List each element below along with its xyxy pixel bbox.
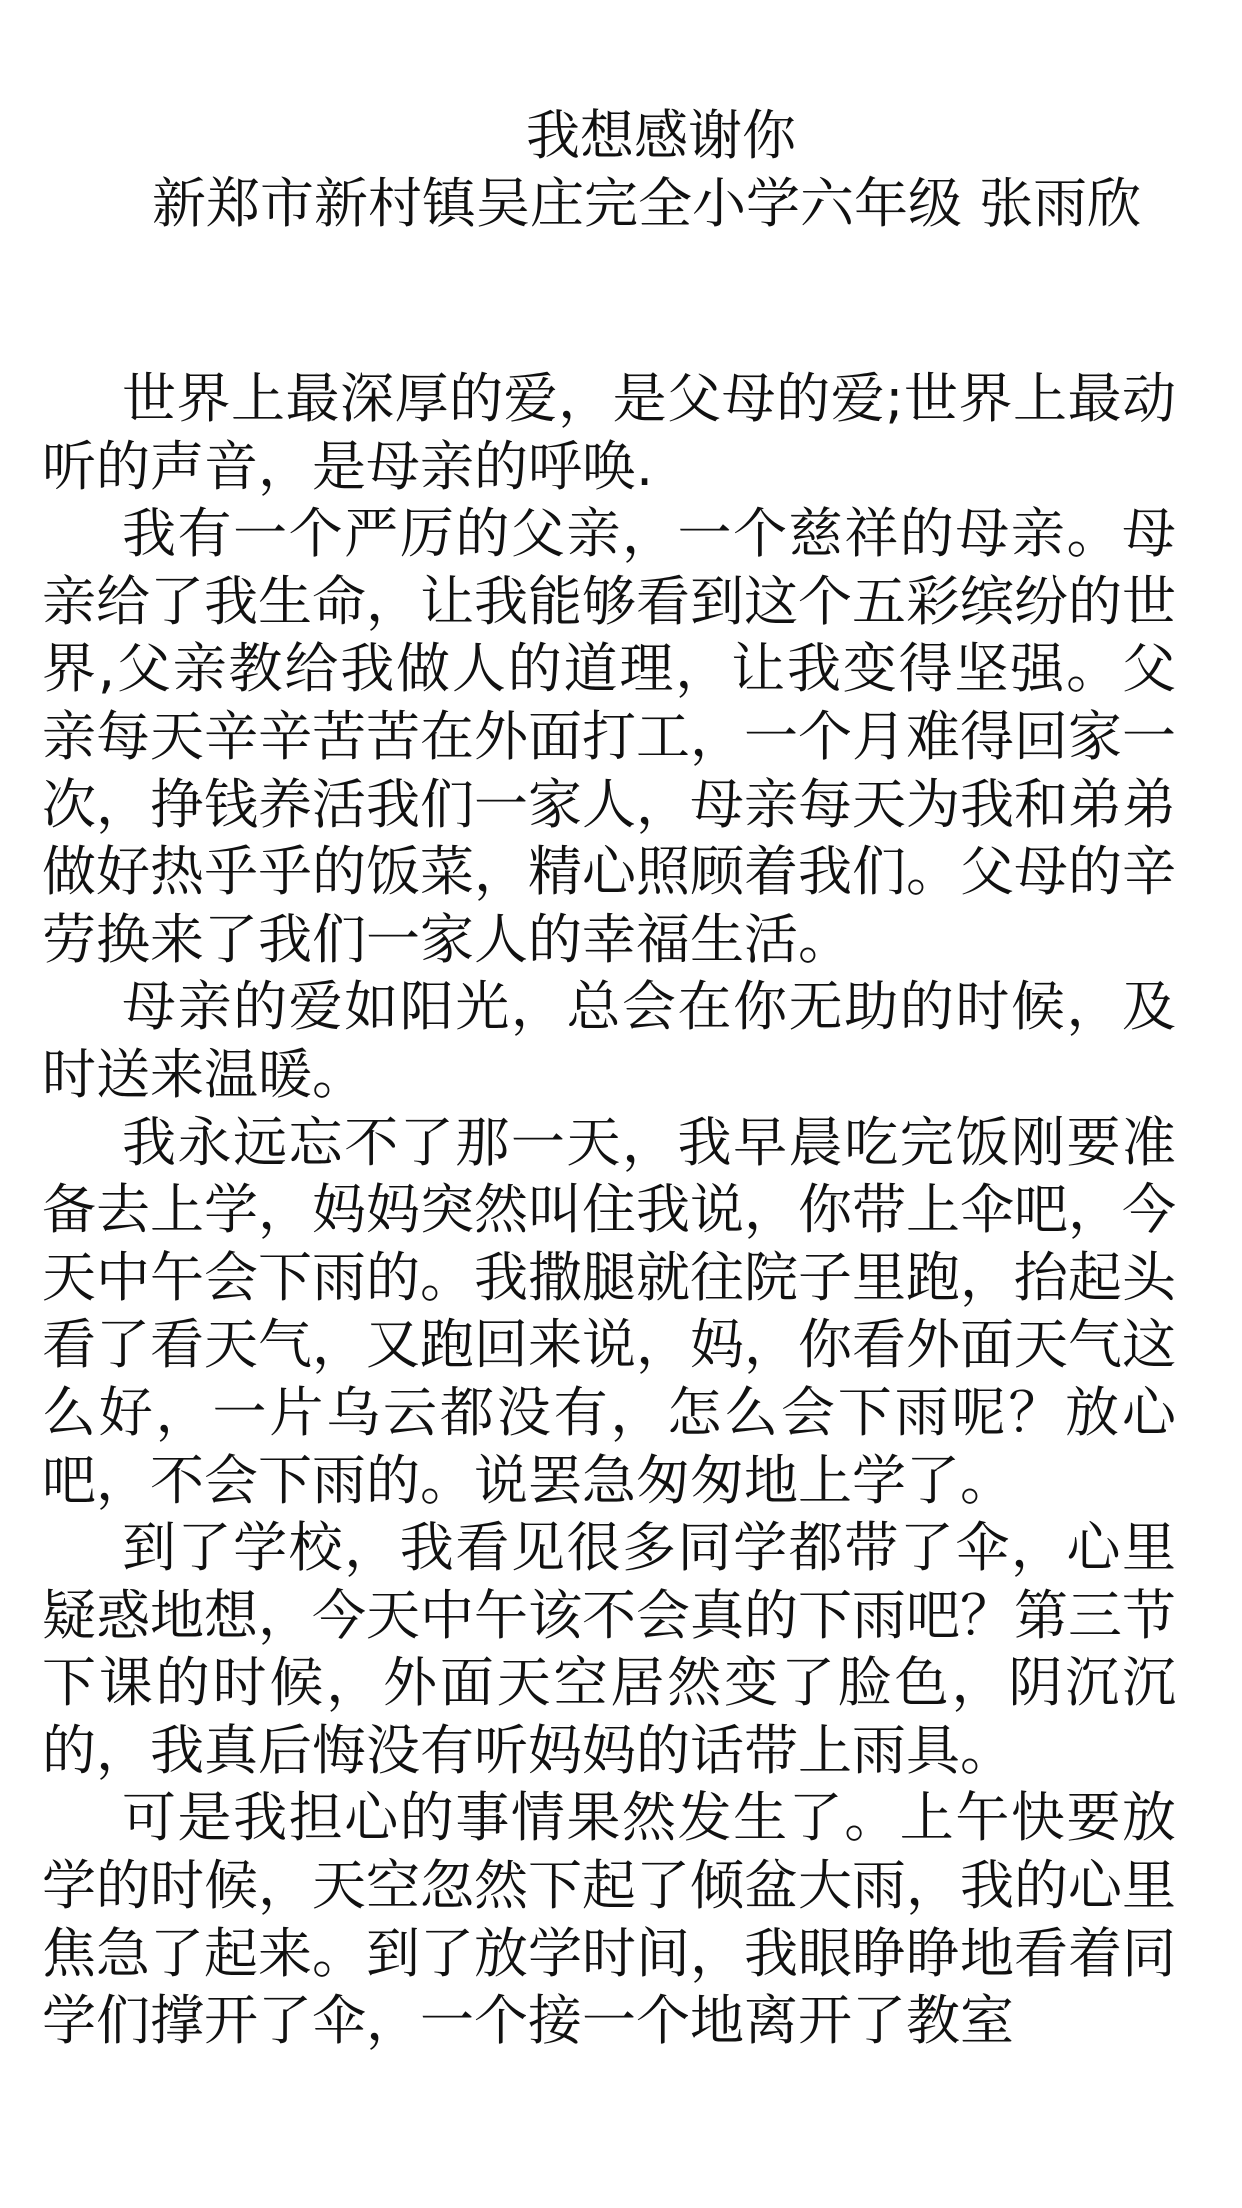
paragraph: 我永远忘不了那一天，我早晨吃完饭刚要准备去上学，妈妈突然叫住我说，你带上伞吧，今天中午会下雨的。我撒腿就往院子里跑，抬起头看了看天气，又跑回来说，妈，你看外面天气这么好，一片乌云都没有，怎么会下雨呢？放心吧，不会下雨的。说罢急匆匆地上学了。 [42, 1110, 1176, 1512]
paragraph: 可是我担心的事情果然发生了。上午快要放学的时候，天空忽然下起了倾盆大雨，我的心里焦急了起来。到了放学时间，我眼睁睁地看着同学们撑开了伞，一个接一个地离开了教室 [42, 1786, 1176, 2053]
paragraph: 母亲的爱如阳光，总会在你无助的时候，及时送来温暖。 [42, 975, 1176, 1106]
paragraph: 世界上最深厚的爱，是父母的爱;世界上最动听的声音，是母亲的呼唤. [42, 367, 1176, 498]
paragraph: 到了学校，我看见很多同学都带了伞，心里疑惑地想，今天中午该不会真的下雨吧？第三节下课的时候，外面天空居然变了脸色，阴沉沉的，我真后悔没有听妈妈的话带上雨具。 [42, 1516, 1176, 1782]
paragraph: 我有一个严厉的父亲，一个慈祥的母亲。母亲给了我生命，让我能够看到这个五彩缤纷的世界,父亲教给我做人的道理，让我变得坚强。父亲每天辛辛苦苦在外面打工，一个月难得回家一次，挣钱养活我们一家人，母亲每天为我和弟弟做好热乎乎的饭菜，精心照顾着我们。父母的辛劳换来了我们一家人的幸福生活。 [42, 502, 1176, 971]
document-title: 我想感谢你 [526, 104, 796, 167]
article-body [42, 365, 1176, 2055]
author-byline: 新郑市新村镇吴庄完全小学六年级 张雨欣 [152, 172, 1142, 235]
